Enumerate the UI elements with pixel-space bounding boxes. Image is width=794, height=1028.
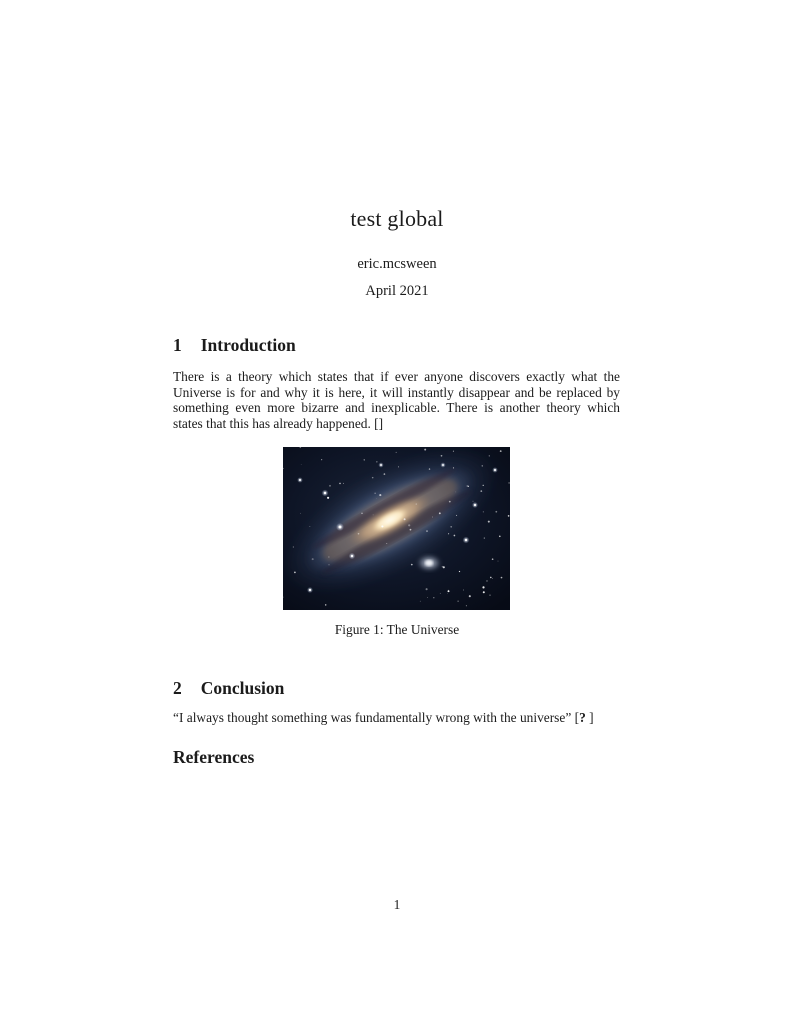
section-1-title: Introduction xyxy=(200,335,296,355)
section-1-heading xyxy=(173,335,296,356)
citation-bracket-close: ] xyxy=(585,710,594,725)
figure-image xyxy=(283,447,510,610)
section-2-number: 2 xyxy=(173,678,182,698)
conclusion-quote xyxy=(173,710,594,726)
citation-bracket-open: [ xyxy=(574,710,580,725)
conclusion-quote-text: “I always thought something was fundamentally wrong with the universe” xyxy=(173,710,575,725)
figure-caption: Figure 1: The Universe xyxy=(334,622,460,637)
unresolved-citation-mark: ? xyxy=(579,710,586,725)
section-2-heading xyxy=(173,678,284,699)
empty-citation-marker: [] xyxy=(374,415,384,431)
page-number: 1 xyxy=(393,897,401,912)
section-2-title: Conclusion xyxy=(200,678,285,698)
date-line: April 2021 xyxy=(365,283,429,299)
document-title: test global xyxy=(350,206,444,231)
intro-paragraph-text: There is a theory which states that if ever anyone discovers exactly what the Universe is for and why it is here, it will instantly disappear and be replaced by something even more bizarre and inexplicable. There is another theory which states that this has already happened. xyxy=(173,369,620,431)
section-1-number: 1 xyxy=(173,335,182,355)
andromeda-galaxy-photo xyxy=(283,447,510,610)
intro-paragraph xyxy=(173,369,620,431)
author-name: eric.mcsween xyxy=(357,256,437,272)
companion-galaxy xyxy=(417,555,441,571)
references-heading: References xyxy=(173,747,255,767)
